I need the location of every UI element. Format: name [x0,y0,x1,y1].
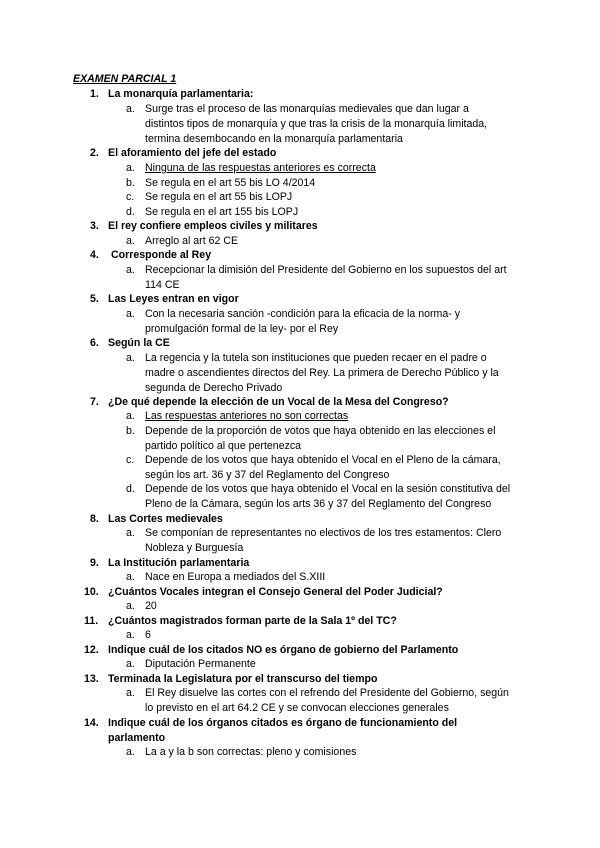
question-number: 10. [84,586,99,598]
answer-line: termina desembocando en la monarquía parlamentaria [145,133,403,145]
answer-line: Las respuestas anteriores no son correctas [145,410,349,422]
question-2 [90,146,530,161]
answer-letter: a. [126,308,135,320]
question-number: 3. [90,220,99,232]
answer-letter: d. [126,483,135,495]
answer-line: Surge tras el proceso de las monarquías medievales que dan lugar a [145,103,469,115]
answer-line: La a y la b son correctas: pleno y comisiones [145,746,357,758]
question-13 [84,672,524,687]
question-text: El aforamiento del jefe del estado [108,147,277,159]
question-14 [84,716,534,746]
answer-2a [126,161,526,176]
answer-11a [126,628,526,643]
answer-line: Se regula en el art 55 bis LOPJ [145,191,293,203]
answer-2b [126,176,526,191]
answer-line: Con la necesaria sanción -condición para la eficacia de la norma- y [145,308,461,320]
question-text: El rey confiere empleos civiles y militares [108,220,318,232]
answer-line: 20 [145,600,157,612]
answer-letter: a. [126,687,135,699]
answer-line: lo previsto en el art 64.2 CE y se convocan elecciones generales [145,702,449,714]
answer-letter: d. [126,206,135,218]
question-12 [84,643,524,658]
answer-letter: a. [126,264,135,276]
answer-5a [126,307,526,337]
answer-line: 6 [145,629,151,641]
answer-14a [126,745,526,760]
answer-letter: a. [126,410,135,422]
question-7 [90,395,530,410]
question-number: 12. [84,644,99,656]
question-text: La Institución parlamentaria [108,557,250,569]
question-9 [90,556,530,571]
answer-line: Recepcionar la dimisión del Presidente del Gobierno en los supuestos del art [145,264,507,276]
question-text: ¿De qué depende la elección de un Vocal de la Mesa del Congreso? [108,396,449,408]
answer-line: Nace en Europa a mediados del S.XIII [145,571,326,583]
answer-line: distintos tipos de monarquía y que tras la crisis de la monarquía limitada, [145,118,488,130]
question-4 [90,248,530,263]
question-3 [90,219,530,234]
answer-3a [126,234,526,249]
question-number: 7. [90,396,99,408]
answer-line: Se regula en el art 155 bis LOPJ [145,206,299,218]
question-text-continued: parlamento [108,732,166,744]
question-number: 14. [84,717,99,729]
answer-letter: a. [126,527,135,539]
question-number: 9. [90,557,99,569]
answer-line: segunda de Derecho Privado [145,382,283,394]
answer-line: Depende de los votos que haya obtenido el Vocal en la sesión constitutiva del [145,483,511,495]
answer-line: Depende de la proporción de votos que haya obtenido en las elecciones el [145,425,496,437]
question-number: 8. [90,513,99,525]
question-number: 4. [90,249,99,261]
answer-10a [126,599,526,614]
question-text: Según la CE [108,337,170,349]
answer-1a [126,102,526,147]
question-number: 6. [90,337,99,349]
answer-line: promulgación formal de la ley- por el Rey [145,323,339,335]
answer-line: 114 CE [145,279,180,291]
answer-12a [126,657,526,672]
answer-letter: a. [126,103,135,115]
answer-line: madre o ascendientes directos del Rey. La primera de Derecho Público y la [145,367,499,379]
answer-letter: a. [126,235,135,247]
answer-letter: b. [126,425,135,437]
answer-line: Se componían de representantes no electivos de los tres estamentos: Clero [145,527,502,539]
question-text: ¿Cuántos Vocales integran el Consejo General del Poder Judicial? [108,586,443,598]
answer-line: Ninguna de las respuestas anteriores es correcta [145,162,376,174]
answer-line: La regencia y la tutela son instituciones que pueden recaer en el padre o [145,352,487,364]
answer-line: Pleno de la Cámara, según los arts 36 y 37 del Reglamento del Congreso [145,498,492,510]
question-11 [84,614,524,629]
answer-line: El Rey disuelve las cortes con el refrendo del Presidente del Gobierno, según [145,687,509,699]
question-text: Corresponde al Rey [111,249,212,261]
question-number: 2. [90,147,99,159]
answer-2d [126,205,526,220]
answer-letter: a. [126,658,135,670]
answer-line: Arreglo al art 62 CE [145,235,239,247]
answer-7a [126,409,526,424]
answer-4a [126,263,526,293]
answer-7c [126,453,526,483]
answer-line: partido político al que pertenezca [145,440,302,452]
question-text: Indique cuál de los órganos citados es órgano de funcionamiento del [108,717,458,729]
question-5 [90,292,530,307]
answer-line: Se regula en el art 55 bis LO 4/2014 [145,177,316,189]
question-number: 13. [84,673,99,685]
question-text: ¿Cuántos magistrados forman parte de la Sala 1º del TC? [108,615,397,627]
question-8 [90,512,530,527]
question-number: 11. [84,615,99,627]
answer-letter: c. [126,191,135,203]
answer-line: Diputación Permanente [145,658,256,670]
answer-letter: a. [126,571,135,583]
answer-7b [126,424,526,454]
answer-letter: a. [126,746,135,758]
question-6 [90,336,530,351]
question-10 [84,585,524,600]
answer-letter: b. [126,177,135,189]
question-text: Las Cortes medievales [108,513,223,525]
answer-line: Nobleza y Burguesía [145,542,244,554]
question-number: 5. [90,293,99,305]
question-text: Indique cuál de los citados NO es órgano de gobierno del Parlamento [108,644,459,656]
answer-letter: c. [126,454,135,466]
question-number: 1. [90,88,99,100]
question-text: Las Leyes entran en vigor [108,293,239,305]
answer-2c [126,190,526,205]
question-1 [90,87,530,102]
answer-7d [126,482,546,512]
answer-letter: a. [126,352,135,364]
answer-letter: a. [126,629,135,641]
question-text: Terminada la Legislatura por el transcurso del tiempo [108,673,378,685]
answer-8a [126,526,526,556]
answer-9a [126,570,526,585]
answer-6a [126,351,526,396]
answer-line: según los art. 36 y 37 del Reglamento del Congreso [145,469,390,481]
answer-line: Depende de los votos que haya obtenido el Vocal en el Pleno de la cámara, [145,454,501,466]
question-text: La monarquía parlamentaria: [108,88,254,100]
answer-letter: a. [126,162,135,174]
answer-letter: a. [126,600,135,612]
answer-13a [126,686,536,716]
exam-title: EXAMEN PARCIAL 1 [73,73,177,85]
